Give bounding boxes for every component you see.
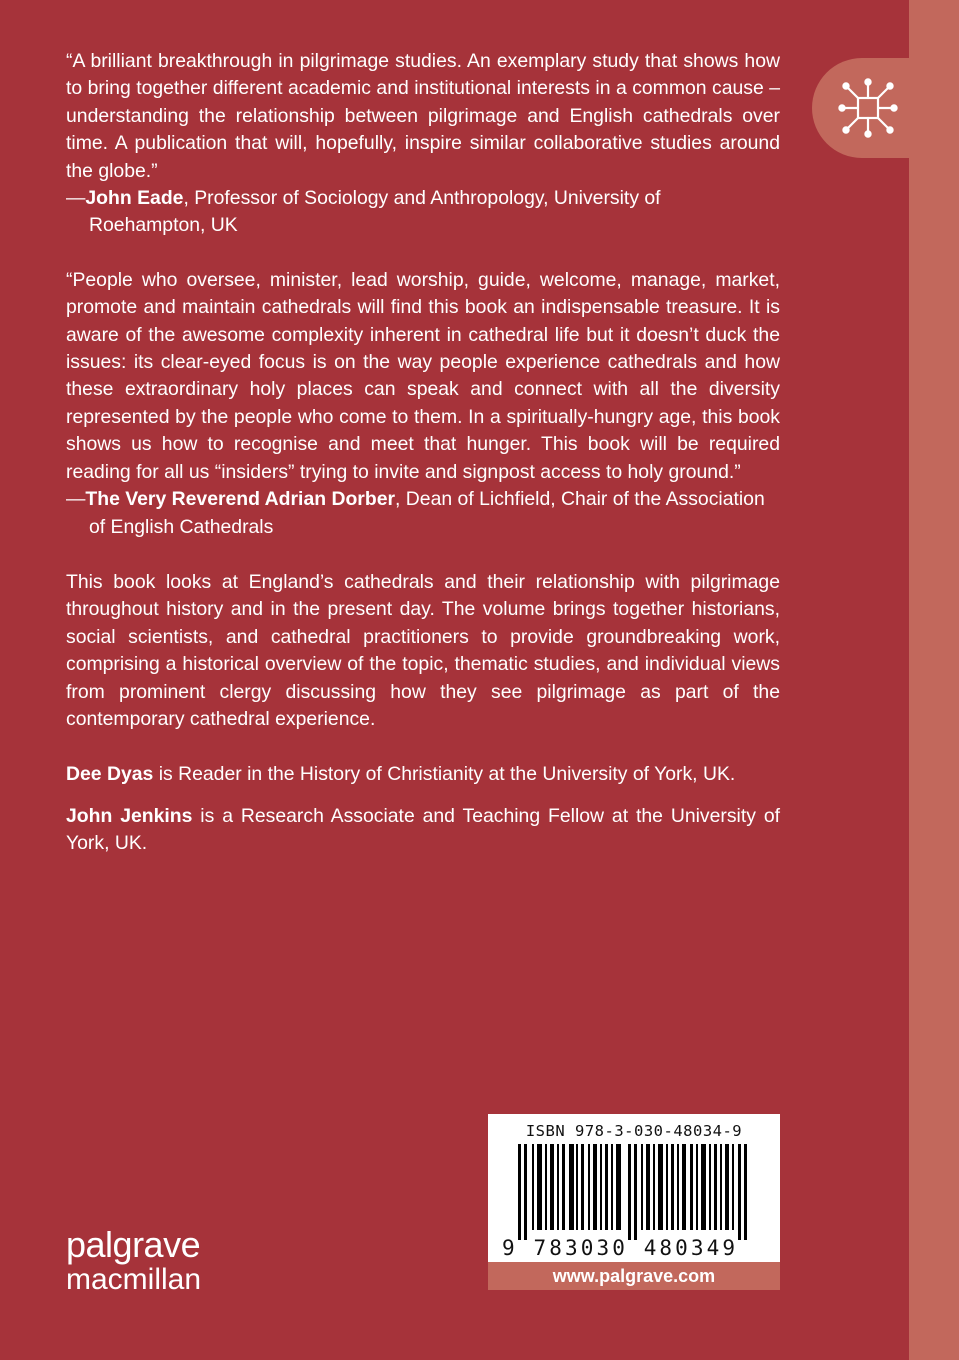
palgrave-logo-tab <box>812 58 909 158</box>
barcode-icon <box>506 1144 762 1240</box>
ean-digits: 9 783030 480349 <box>502 1236 739 1260</box>
endorsement-quote-1: “A brilliant breakthrough in pilgrimage studies. An exemplary study that shows how to bring together different academic and institutional interests in a common cause – understanding the relationship between pilgrimage and English cathedrals over time. A publication that will, hopefully, inspire similar collaborative studies around the globe.” <box>66 50 780 182</box>
endorsement-attribution-1: —John Eade, Professor of Sociology and Anthropology, University of Roehampton, UK <box>66 187 661 237</box>
back-cover-text <box>66 48 780 858</box>
book-description: This book looks at England’s cathedrals and their relationship with pilgrimage throughout history and in the present day. The volume brings together historians, social scientists, and cathedral practitioners to provide groundbreaking work, comprising a historical overview of the topic, thematic studies, and individual views from prominent clergy discussing how they see pilgrimage as part of the contemporary cathedral experience. <box>66 570 780 730</box>
isbn-barcode-panel <box>488 1114 780 1290</box>
publisher-name-line1: palgrave <box>66 1224 201 1265</box>
publisher-logo <box>66 1226 201 1296</box>
publisher-url: www.palgrave.com <box>488 1262 780 1290</box>
author-bio: Dee Dyas is Reader in the History of Christianity at the University of York, UK. <box>66 763 736 786</box>
author-bio: John Jenkins is a Research Associate and Teaching Fellow at the University of York, UK. <box>66 804 780 855</box>
palgrave-star-icon <box>838 78 898 138</box>
spine-band <box>909 0 959 1360</box>
isbn-label: ISBN 978-3-030-48034-9 <box>525 1122 743 1140</box>
endorsement-attribution-2: —The Very Reverend Adrian Dorber, Dean of Lichfield, Chair of the Association of English Cathedrals <box>66 488 765 538</box>
publisher-name-line2: macmillan <box>66 1263 202 1296</box>
endorser-name: John Eade <box>85 187 184 210</box>
endorsement-quote-2: “People who oversee, minister, lead worship, guide, welcome, manage, market, promote and maintain cathedrals will find this book an indispensable treasure. It is aware of the awesome complexity inherent in cathedral life but it doesn’t duck the issues: its clear-eyed focus is on the way people experience cathedrals and how these extraordinary holy places can speak and connect with all the diversity represented by the people who come to them. In a spiritually-hungry age, this book shows us how to recognise and meet that hunger. This book will be required reading for all us “insiders” trying to invite and signpost access to holy ground.” <box>66 268 780 483</box>
endorser-name: The Very Reverend Adrian Dorber <box>85 488 396 511</box>
